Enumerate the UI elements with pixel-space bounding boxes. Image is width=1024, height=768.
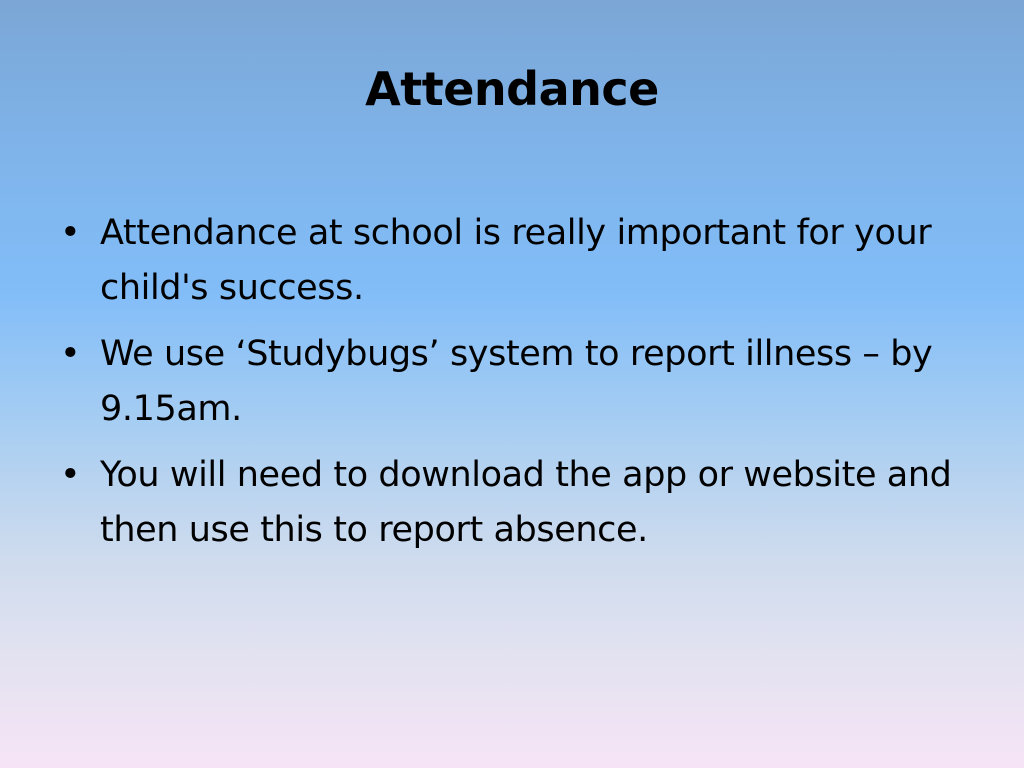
bullet-text: Attendance at school is really important for your child's success. bbox=[100, 213, 932, 308]
bullet-list bbox=[56, 206, 986, 569]
bullet-dot-icon: • bbox=[60, 334, 81, 374]
bullet-dot-icon: • bbox=[60, 455, 81, 495]
slide-title: Attendance bbox=[365, 62, 659, 116]
bullet-text: You will need to download the app or website and then use this to report absence. bbox=[100, 455, 952, 550]
bullet-item bbox=[56, 327, 986, 437]
bullet-text: We use ‘Studybugs’ system to report illness – by 9.15am. bbox=[100, 334, 933, 429]
bullet-dot-icon: • bbox=[60, 213, 81, 253]
bullet-item bbox=[56, 448, 986, 558]
bullet-item bbox=[56, 206, 986, 316]
